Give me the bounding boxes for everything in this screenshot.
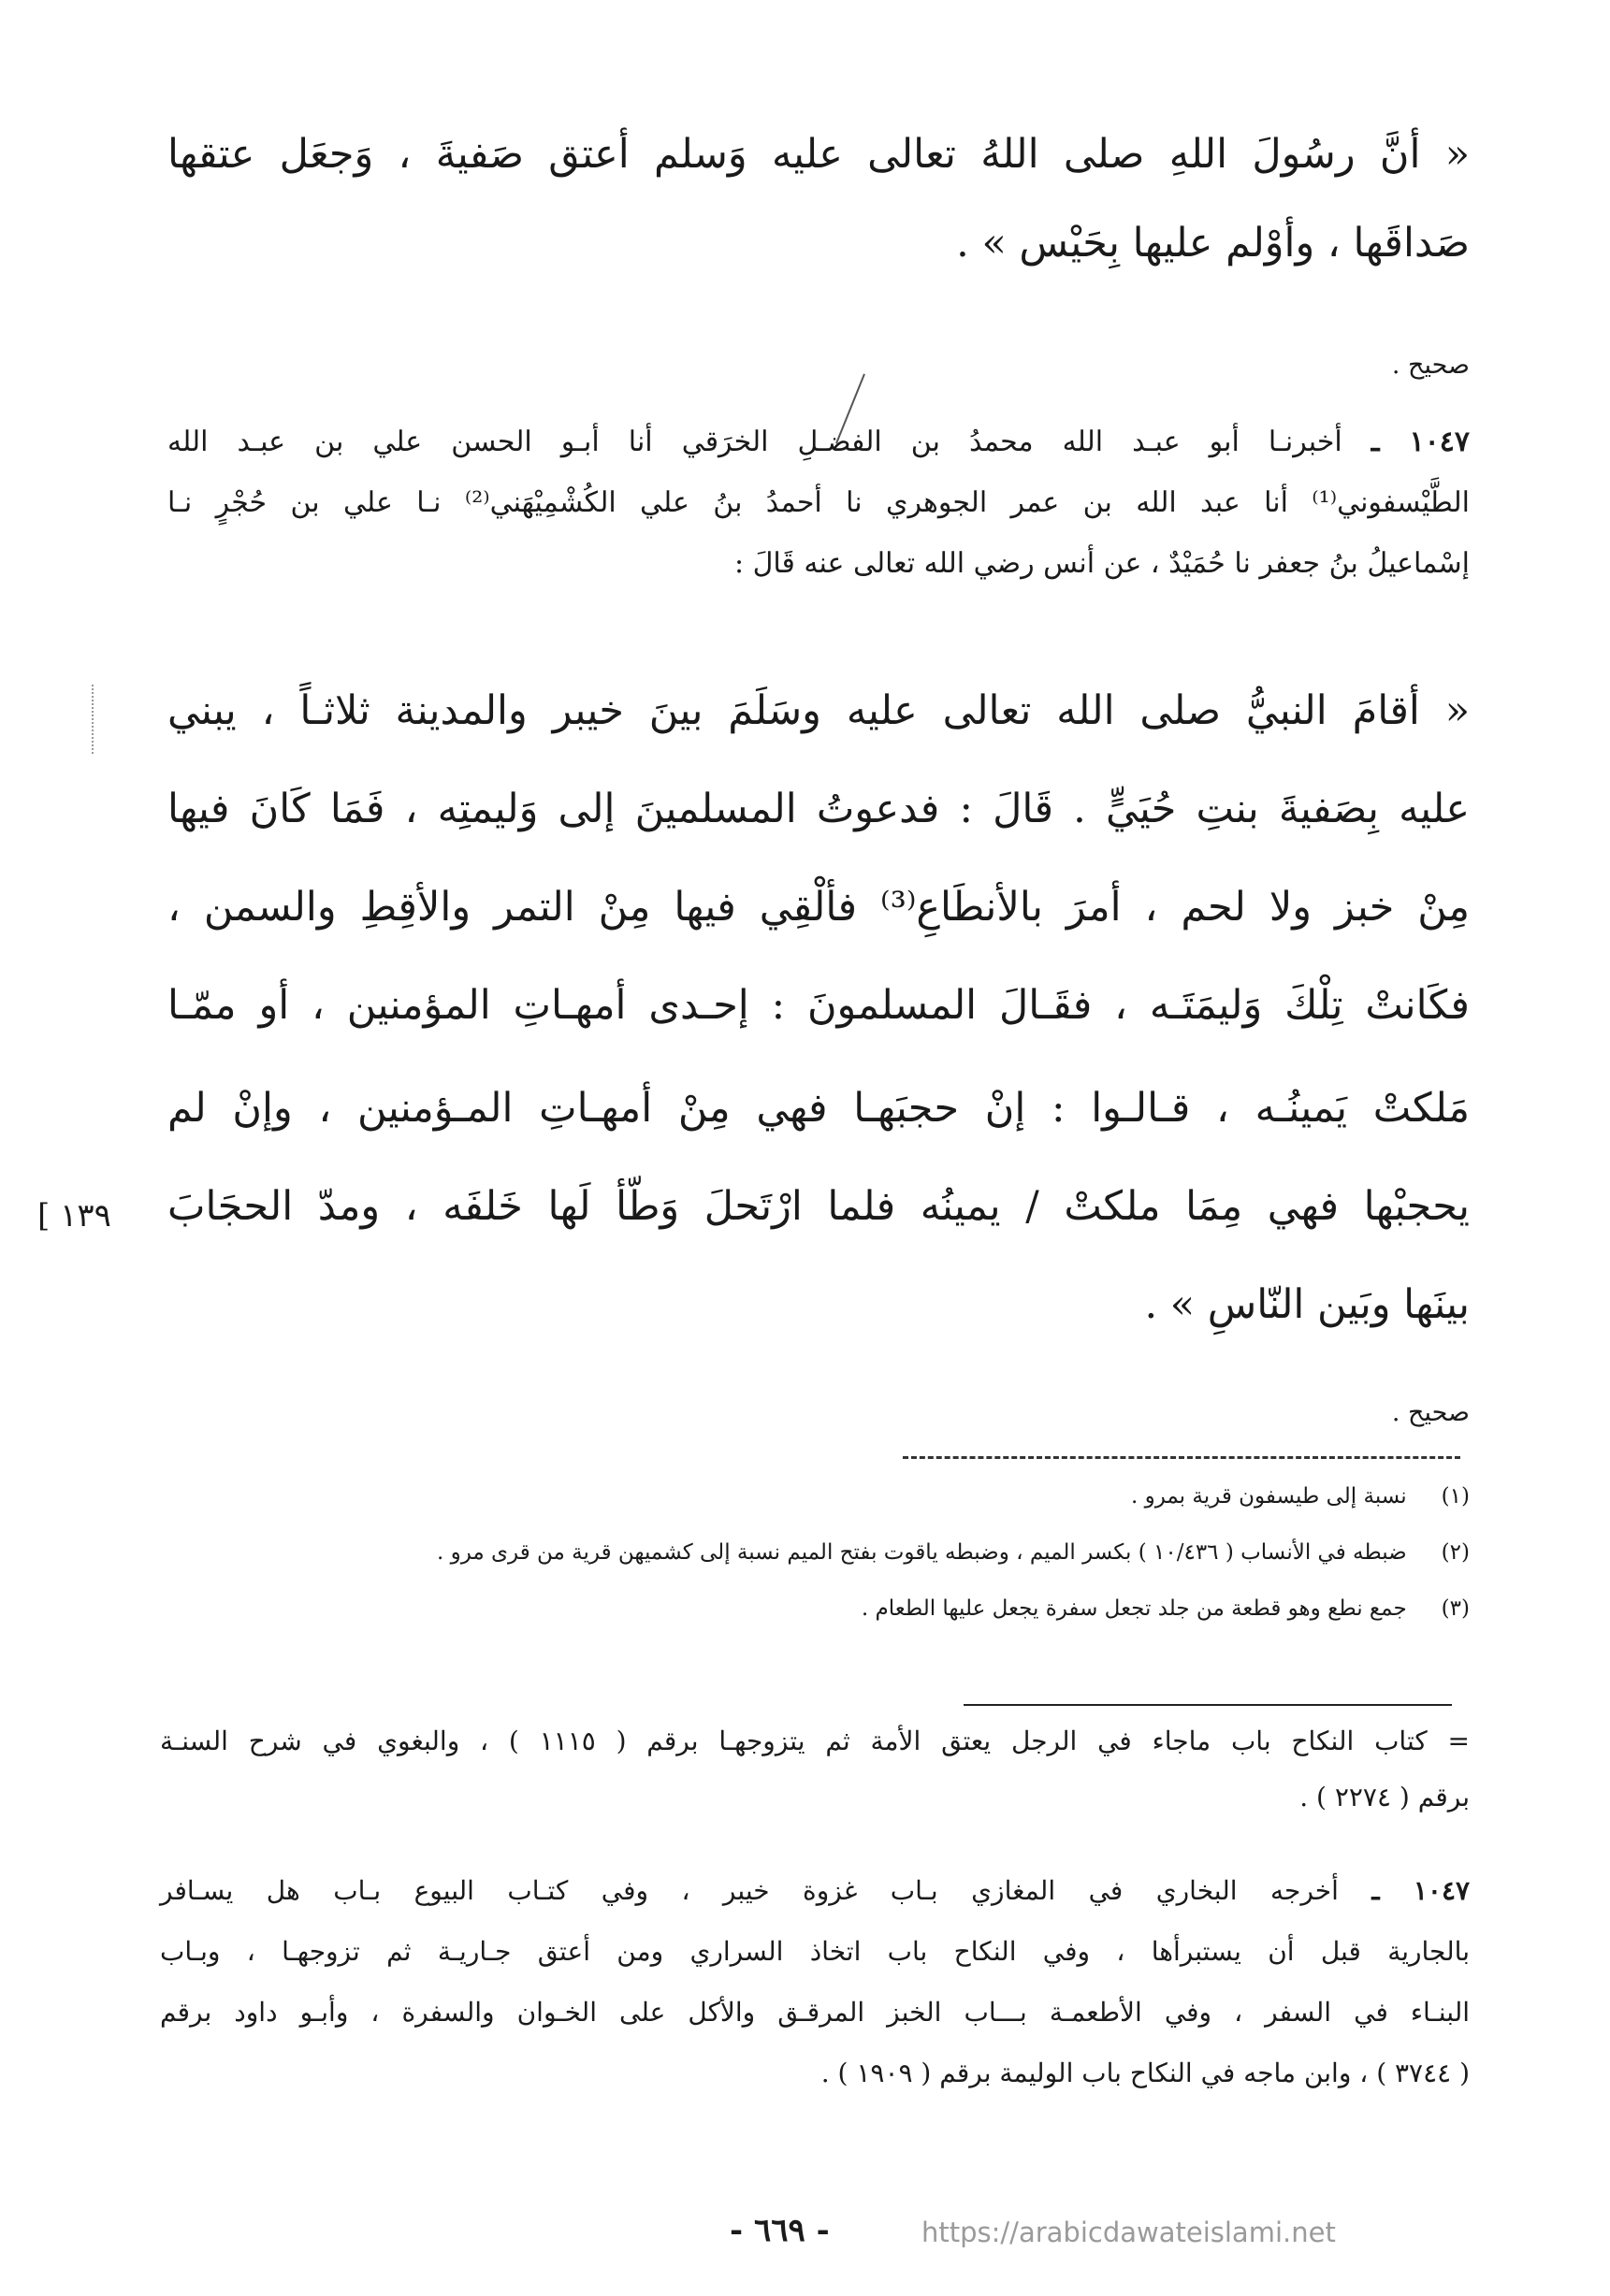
hadith-text-line: فكَانتْ تِلْكَ وَليمَتَـه ، فقَـالَ المسلمونَ : إحـدى أمهـاتِ المؤمنين ، أو ممّـا [167,982,1470,1029]
takhrij-line: برقم ( ٢٢٧٤ ) . [1299,1782,1470,1812]
hadith-number: ١٠٤٧ ـ [1371,426,1470,458]
footnote-separator [903,1456,1460,1459]
footnote [160,1596,1470,1621]
hadith-text-line: « أقامَ النبيُّ صلى الله تعالى عليه وسَلَمَ بينَ خيبر والمدينة ثلاثـاً ، يبني [167,687,1470,734]
hadith-text-line: « أنَّ رسُولَ اللهِ صلى اللهُ تعالى عليه وَسلم أعتق صَفيةَ ، وَجعَل عتقها [167,131,1470,178]
footnote-number: (٢) [1441,1540,1470,1565]
footnote-number: (٣) [1441,1596,1470,1621]
hadith-text-line: صَداقَها ، وأوْلم عليها بِحَيْس » . [956,220,1470,267]
margin-marks [92,685,96,754]
hadith-text-line: مِنْ خبز ولا لحم ، أمرَ بالأنطَاعِ⁽³⁾ فألْقِي فيها مِنْ التمر والأقِطِ والسمن ، [167,884,1470,931]
hadith-text-line: يحجبْها فهي مِمَا ملكتْ / يمينُه فلما ارْتَحلَ وَطّأ لَها خَلفَه ، ومدّ الحجَابَ [167,1183,1470,1230]
hadith-text-line: بينَها وبَين النّاسِ » . [1144,1281,1470,1328]
footnote-number: (١) [1441,1484,1470,1509]
takhrij-line: = كتاب النكاح باب ماجاء في الرجل يعتق الأمة ثم يتزوجهـا برقم ( ١١١٥ ) ، والبغوي في شرح السنـة [160,1726,1470,1756]
isnad-line: الطَّيْسفوني⁽¹⁾ أنا عبد الله بن عمر الجوهري نا أحمدُ بنُ علي الكُشْمِيْهَني⁽²⁾ نـا علي بن حُجْرٍ نـا [167,486,1470,519]
takhrij-separator [964,1704,1452,1706]
footnote [160,1484,1470,1509]
watermark-url: https://arabicdawateislami.net [921,2217,1336,2248]
takhrij-text: أخرجه البخاري في المغازي بـاب غزوة خيبر ، وفي كتـاب البيوع بـاب هل يسـافر [160,1875,1339,1906]
hadith-text-line: عليه بِصَفيةَ بنتِ حُيَيٍّ . قَالَ : فدعوتُ المسلمينَ إلى وَليمتِه ، فَمَا كَانَ فيها [167,786,1470,832]
hadith-text-line: مَلكتْ يَمينُـه ، قـالـوا : إنْ حجبَهـا فهي مِنْ أمهـاتِ المـؤمنين ، وإنْ لم [167,1085,1470,1132]
takhrij-line: ( ٣٧٤٤ ) ، وابن ماجه في النكاح باب الوليمة برقم ( ١٩٠٩ ) . [820,2058,1470,2088]
hadith-grade: صحيح . [1391,1398,1470,1427]
isnad-line [167,426,1470,458]
isnad-line: إسْماعيلُ بنُ جعفر نا حُمَيْدٌ ، عن أنس رضي الله تعالى عنه قَالَ : [733,547,1470,580]
takhrij-line: بالجارية قبل أن يستبرأها ، وفي النكاح باب اتخاذ السراري ومن أعتق جـاريـة ثم تزوجهـا ، وبـاب [160,1936,1470,1967]
footnote-text: نسبة إلى طيسفون قرية بمرو . [1130,1484,1407,1509]
page-number: - ٦٦٩ - [730,2212,830,2249]
footnote-text: جمع نطع وهو قطعة من جلد تجعل سفرة يجعل عليها الطعام . [861,1596,1407,1621]
hadith-grade: صحيح . [1391,351,1470,380]
takhrij-line: البنـاء في السفر ، وفي الأطعمـة بـــاب الخبز المرقـق والأكل على الخـوان والسفرة ، وأبـو داود برقم [160,1997,1470,2028]
takhrij-number: ١٠٤٧ ـ [1371,1875,1471,1906]
footnote-text: ضبطه في الأنساب ( ١٠/٤٣٦ ) بكسر الميم ، وضبطه ياقوت بفتح الميم نسبة إلى كشميهن قرية من قرى مرو . [436,1540,1407,1565]
takhrij-line [160,1875,1470,1906]
footnote [160,1540,1470,1565]
manuscript-folio-marker: [ ١٣٩ [37,1197,111,1235]
isnad-text: أخبرنـا أبو عبـد الله محمدُ بن الفضـلِ الخرَقي أنا أبـو الحسن علي بن عبـد الله [167,426,1342,458]
